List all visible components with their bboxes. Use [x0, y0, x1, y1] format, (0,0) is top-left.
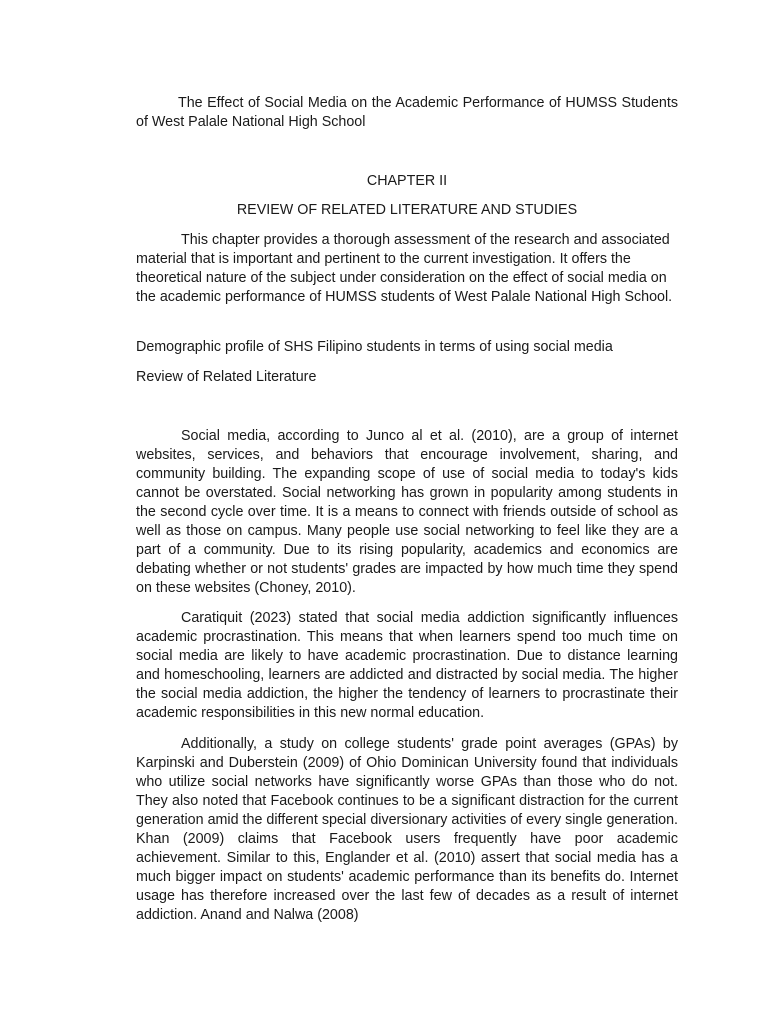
document-title: The Effect of Social Media on the Academic Performance of HUMSS Students of West Palale National High School — [136, 95, 678, 130]
intro-paragraph: This chapter provides a thorough assessment of the research and associated material that is important and pertinent to the current investigation. It offers the theoretical nature of the subject under consideration on the effect of social media on the academic performance of HUMSS students of West Palale National High School. — [136, 232, 673, 305]
body-paragraph: Additionally, a study on college students' grade point averages (GPAs) by Karpinski and Duberstein (2009) of Ohio Dominican University found that individuals who utilize social networks have significantly worse GPAs than those who do not. They also noted that Facebook continues to be a significant distraction for the current generation amid the different special diversionary activities of every single generation. Khan (2009) claims that Facebook users frequently have poor academic achievement. Similar to this, Englander et al. (2010) assert that social media has a much bigger impact on students' academic performance than its benefits do. Internet usage has therefore increased over the last few of decades as a result of internet addiction. Anand and Nalwa (2008) — [136, 736, 678, 923]
rrl-heading: Review of Related Literature — [136, 369, 317, 385]
section-heading: REVIEW OF RELATED LITERATURE AND STUDIES — [236, 202, 578, 218]
body-paragraph: Caratiquit (2023) stated that social media addiction significantly influences academic procrastination. This means that when learners spend too much time on social media are likely to have academic procrastination. Due to distance learning and homeschooling, learners are addicted and distracted by social media. The higher the social media addiction, the higher the tendency of learners to procrastinate their academic responsibilities in this new normal education. — [136, 610, 678, 721]
chapter-label: CHAPTER II — [366, 173, 448, 189]
demographic-heading: Demographic profile of SHS Filipino students in terms of using social media — [136, 339, 613, 355]
body-paragraph: Social media, according to Junco al et al. (2010), are a group of internet websites, services, and behaviors that encourage involvement, sharing, and community building. The expanding scope of use of social media to today's kids cannot be overstated. Social networking has grown in popularity among students in the second cycle over time. It is a means to connect with friends outside of school as well as those on campus. Many people use social networking to feel like they are a part of a community. Due to its rising popularity, academics and economics are debating whether or not students' grades are impacted by how much time they spend on these websites (Choney, 2010). — [136, 428, 678, 596]
